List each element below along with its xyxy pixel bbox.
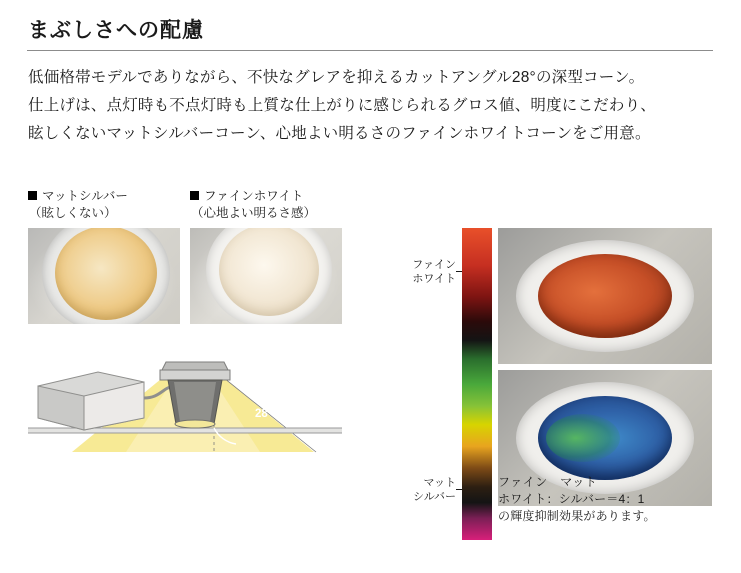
scale-label-fine-white <box>398 258 456 286</box>
title-divider <box>27 50 713 51</box>
scale-label-matt-silver-line1: マット <box>423 477 456 489</box>
sample-photo-fine-white <box>498 228 712 364</box>
scale-label-fine-white-line2: ホワイト <box>412 273 456 285</box>
downlight-lamp-silver <box>55 228 157 320</box>
legend-line-3: の輝度抑制効果があります。 <box>498 509 656 523</box>
caption-fine-white-sub: （心地よい明るさ感） <box>191 206 317 220</box>
caption-matt-silver <box>28 188 128 222</box>
scale-tick-top <box>456 271 462 272</box>
bullet-square-icon <box>28 191 37 200</box>
lead-line-1: 低価格帯モデルでありながら、不快なグレアを抑えるカットアングル28°の深型コーン。 <box>28 69 645 86</box>
legend-line-1: ファイン マット <box>498 475 598 489</box>
luminance-gradient-scale <box>462 228 492 540</box>
downlight-lamp-white <box>219 228 319 316</box>
photo-matt-silver <box>28 228 180 324</box>
legend-line-2: ホワイト：シルバー＝4：1 <box>498 492 645 506</box>
page-title: まぶしさへの配慮 <box>28 19 204 42</box>
caption-fine-white-main: ファインホワイト <box>204 189 304 203</box>
scale-label-matt-silver <box>398 476 456 504</box>
bullet-square-icon <box>190 191 199 200</box>
cut-angle-value: 28° <box>255 408 273 420</box>
lead-line-3: 眩しくないマットシルバーコーン、心地よい明るさのファインホワイトコーンをご用意。 <box>28 125 651 142</box>
cut-angle-section-diagram <box>28 332 342 456</box>
sample-core-cool <box>538 396 672 480</box>
legend-ratio <box>498 474 656 525</box>
sample-core-warm <box>538 254 672 338</box>
scale-label-matt-silver-line2: シルバー <box>413 491 456 503</box>
caption-matt-silver-sub: （眩しくない） <box>29 206 117 220</box>
caption-fine-white <box>190 188 316 222</box>
lead-line-2: 仕上げは、点灯時も不点灯時も上質な仕上がりに感じられるグロス値、明度にこだわり、 <box>28 97 657 114</box>
photo-fine-white <box>190 228 342 324</box>
scale-label-fine-white-line1: ファイン <box>412 259 456 271</box>
caption-matt-silver-main: マットシルバー <box>42 189 128 203</box>
scale-tick-bottom <box>456 489 462 490</box>
lead-paragraph <box>28 64 728 148</box>
